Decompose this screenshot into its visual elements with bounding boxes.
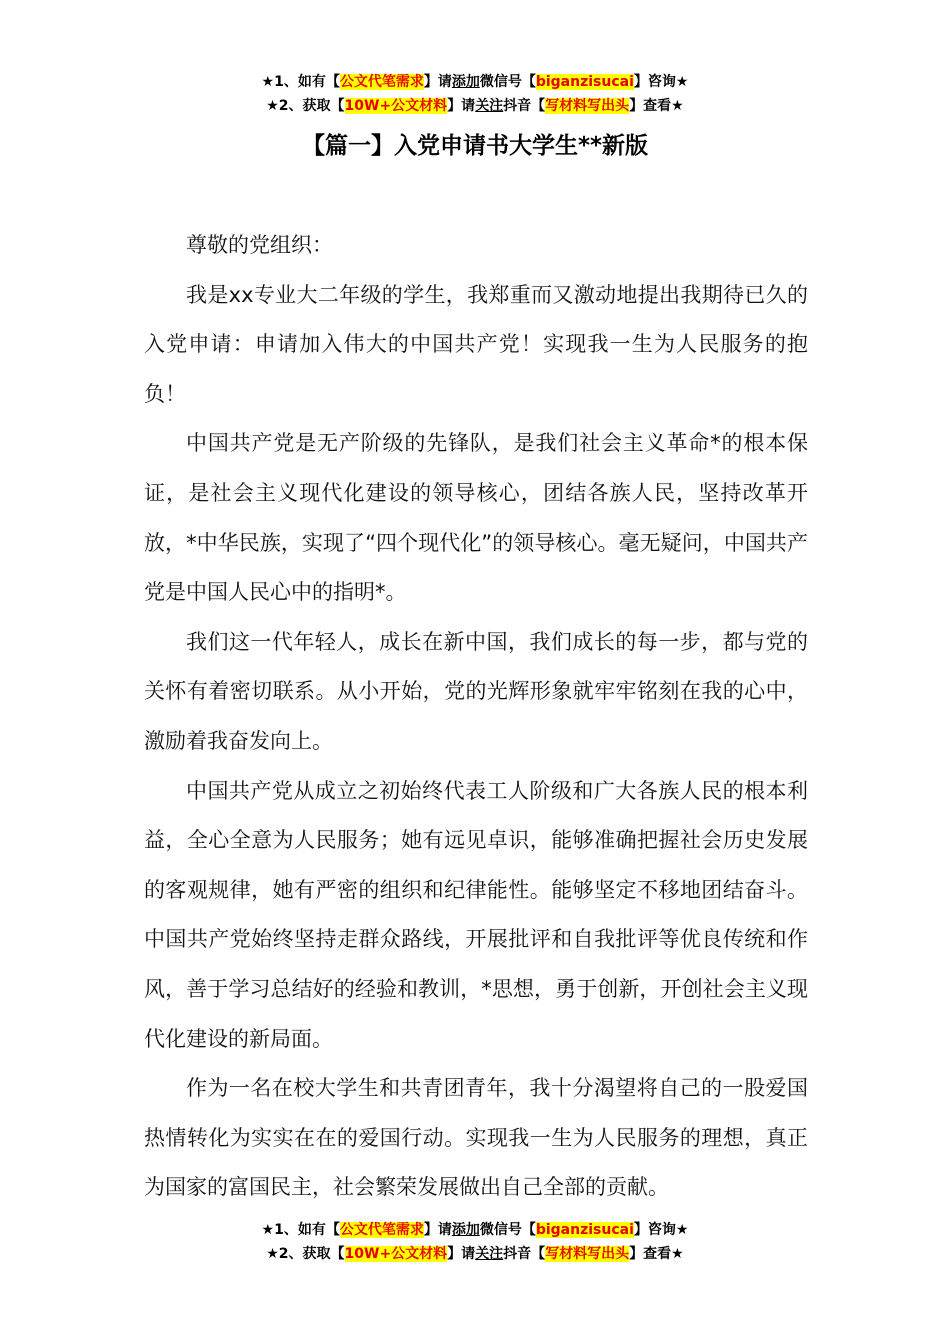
banner-line-2 — [0, 94, 950, 118]
banner-underline: 关注 — [475, 98, 504, 114]
body-paragraph: 中国共产党是无产阶级的先锋队，是我们社会主义革命*的根本保证，是社会主义现代化建设的领导核心，团结各族人民，坚持改革开放，*中华民族，实现了“四个现代化”的领导核心。毫无疑问，中国共产党是中国人民心中的指明*。 — [144, 431, 808, 605]
body-paragraph: 作为一名在校大学生和共青团青年，我十分渴望将自己的一股爱国热情转化为实实在在的爱国行动。实现我一生为人民服务的理想，真正为国家的富国民主，社会繁荣发展做出自己全部的贡献。 — [144, 1076, 808, 1200]
banner-line-1 — [0, 70, 950, 94]
document-body — [144, 221, 808, 1213]
banner-text: 】请 — [423, 74, 452, 90]
banner-underline: 添加 — [451, 1222, 480, 1238]
banner-text: 抖音【 — [503, 1246, 546, 1262]
salutation: 尊敬的党组织： — [186, 233, 333, 257]
banner-highlight: 公文代笔需求 — [339, 1222, 424, 1238]
banner-text: ★2、获取【 — [266, 98, 345, 114]
banner-text: ★1、如有【 — [261, 1222, 340, 1238]
banner-text: 微信号【 — [479, 74, 536, 90]
banner-highlight: 公文代笔需求 — [339, 74, 424, 90]
header-banner — [0, 70, 950, 118]
banner-text: 】请 — [447, 1246, 476, 1262]
banner-underline: 关注 — [475, 1246, 504, 1262]
body-paragraph: 我是xx专业大二年级的学生，我郑重而又激动地提出我期待已久的入党申请：申请加入伟大的中国共产党！实现我一生为人民服务的抱负！ — [144, 282, 808, 406]
banner-text: 】咨询★ — [633, 1222, 689, 1238]
banner-text: ★2、获取【 — [266, 1246, 345, 1262]
banner-douyin-id: 写材料写出头 — [545, 1246, 630, 1262]
banner-text: 】请 — [447, 98, 476, 114]
banner-text: 抖音【 — [503, 98, 546, 114]
banner-highlight: 10W+公文材料 — [344, 1246, 448, 1262]
banner-text: 】查看★ — [629, 98, 684, 114]
footer-banner — [0, 1218, 950, 1266]
banner-text: 微信号【 — [479, 1222, 536, 1238]
banner-text: 】请 — [423, 1222, 452, 1238]
body-paragraph: 我们这一代年轻人，成长在新中国，我们成长的每一步，都与党的关怀有着密切联系。从小开始，党的光辉形象就牢牢铭刻在我的心中，激励着我奋发向上。 — [144, 629, 808, 753]
document-title: 【篇一】入党申请书大学生**新版 — [301, 133, 649, 159]
banner-text: 】咨询★ — [633, 74, 689, 90]
body-paragraph: 中国共产党从成立之初始终代表工人阶级和广大各族人民的根本利益，全心全意为人民服务；她有远见卓识，能够准确把握社会历史发展的客观规律，她有严密的组织和纪律能性。能够坚定不移地团结奋斗。中国共产党始终坚持走群众路线，开展批评和自我批评等优良传统和作风，善于学习总结好的经验和教训，*思想，勇于创新，开创社会主义现代化建设的新局面。 — [144, 778, 808, 1051]
banner-text: ★1、如有【 — [261, 74, 340, 90]
banner-text: 】查看★ — [629, 1246, 684, 1262]
banner-underline: 添加 — [451, 74, 480, 90]
banner-wechat-id: biganzisucai — [535, 1222, 634, 1238]
banner-line-1 — [0, 1218, 950, 1242]
banner-line-2 — [0, 1242, 950, 1266]
banner-highlight: 10W+公文材料 — [344, 98, 448, 114]
banner-douyin-id: 写材料写出头 — [545, 98, 630, 114]
banner-wechat-id: biganzisucai — [535, 74, 634, 90]
